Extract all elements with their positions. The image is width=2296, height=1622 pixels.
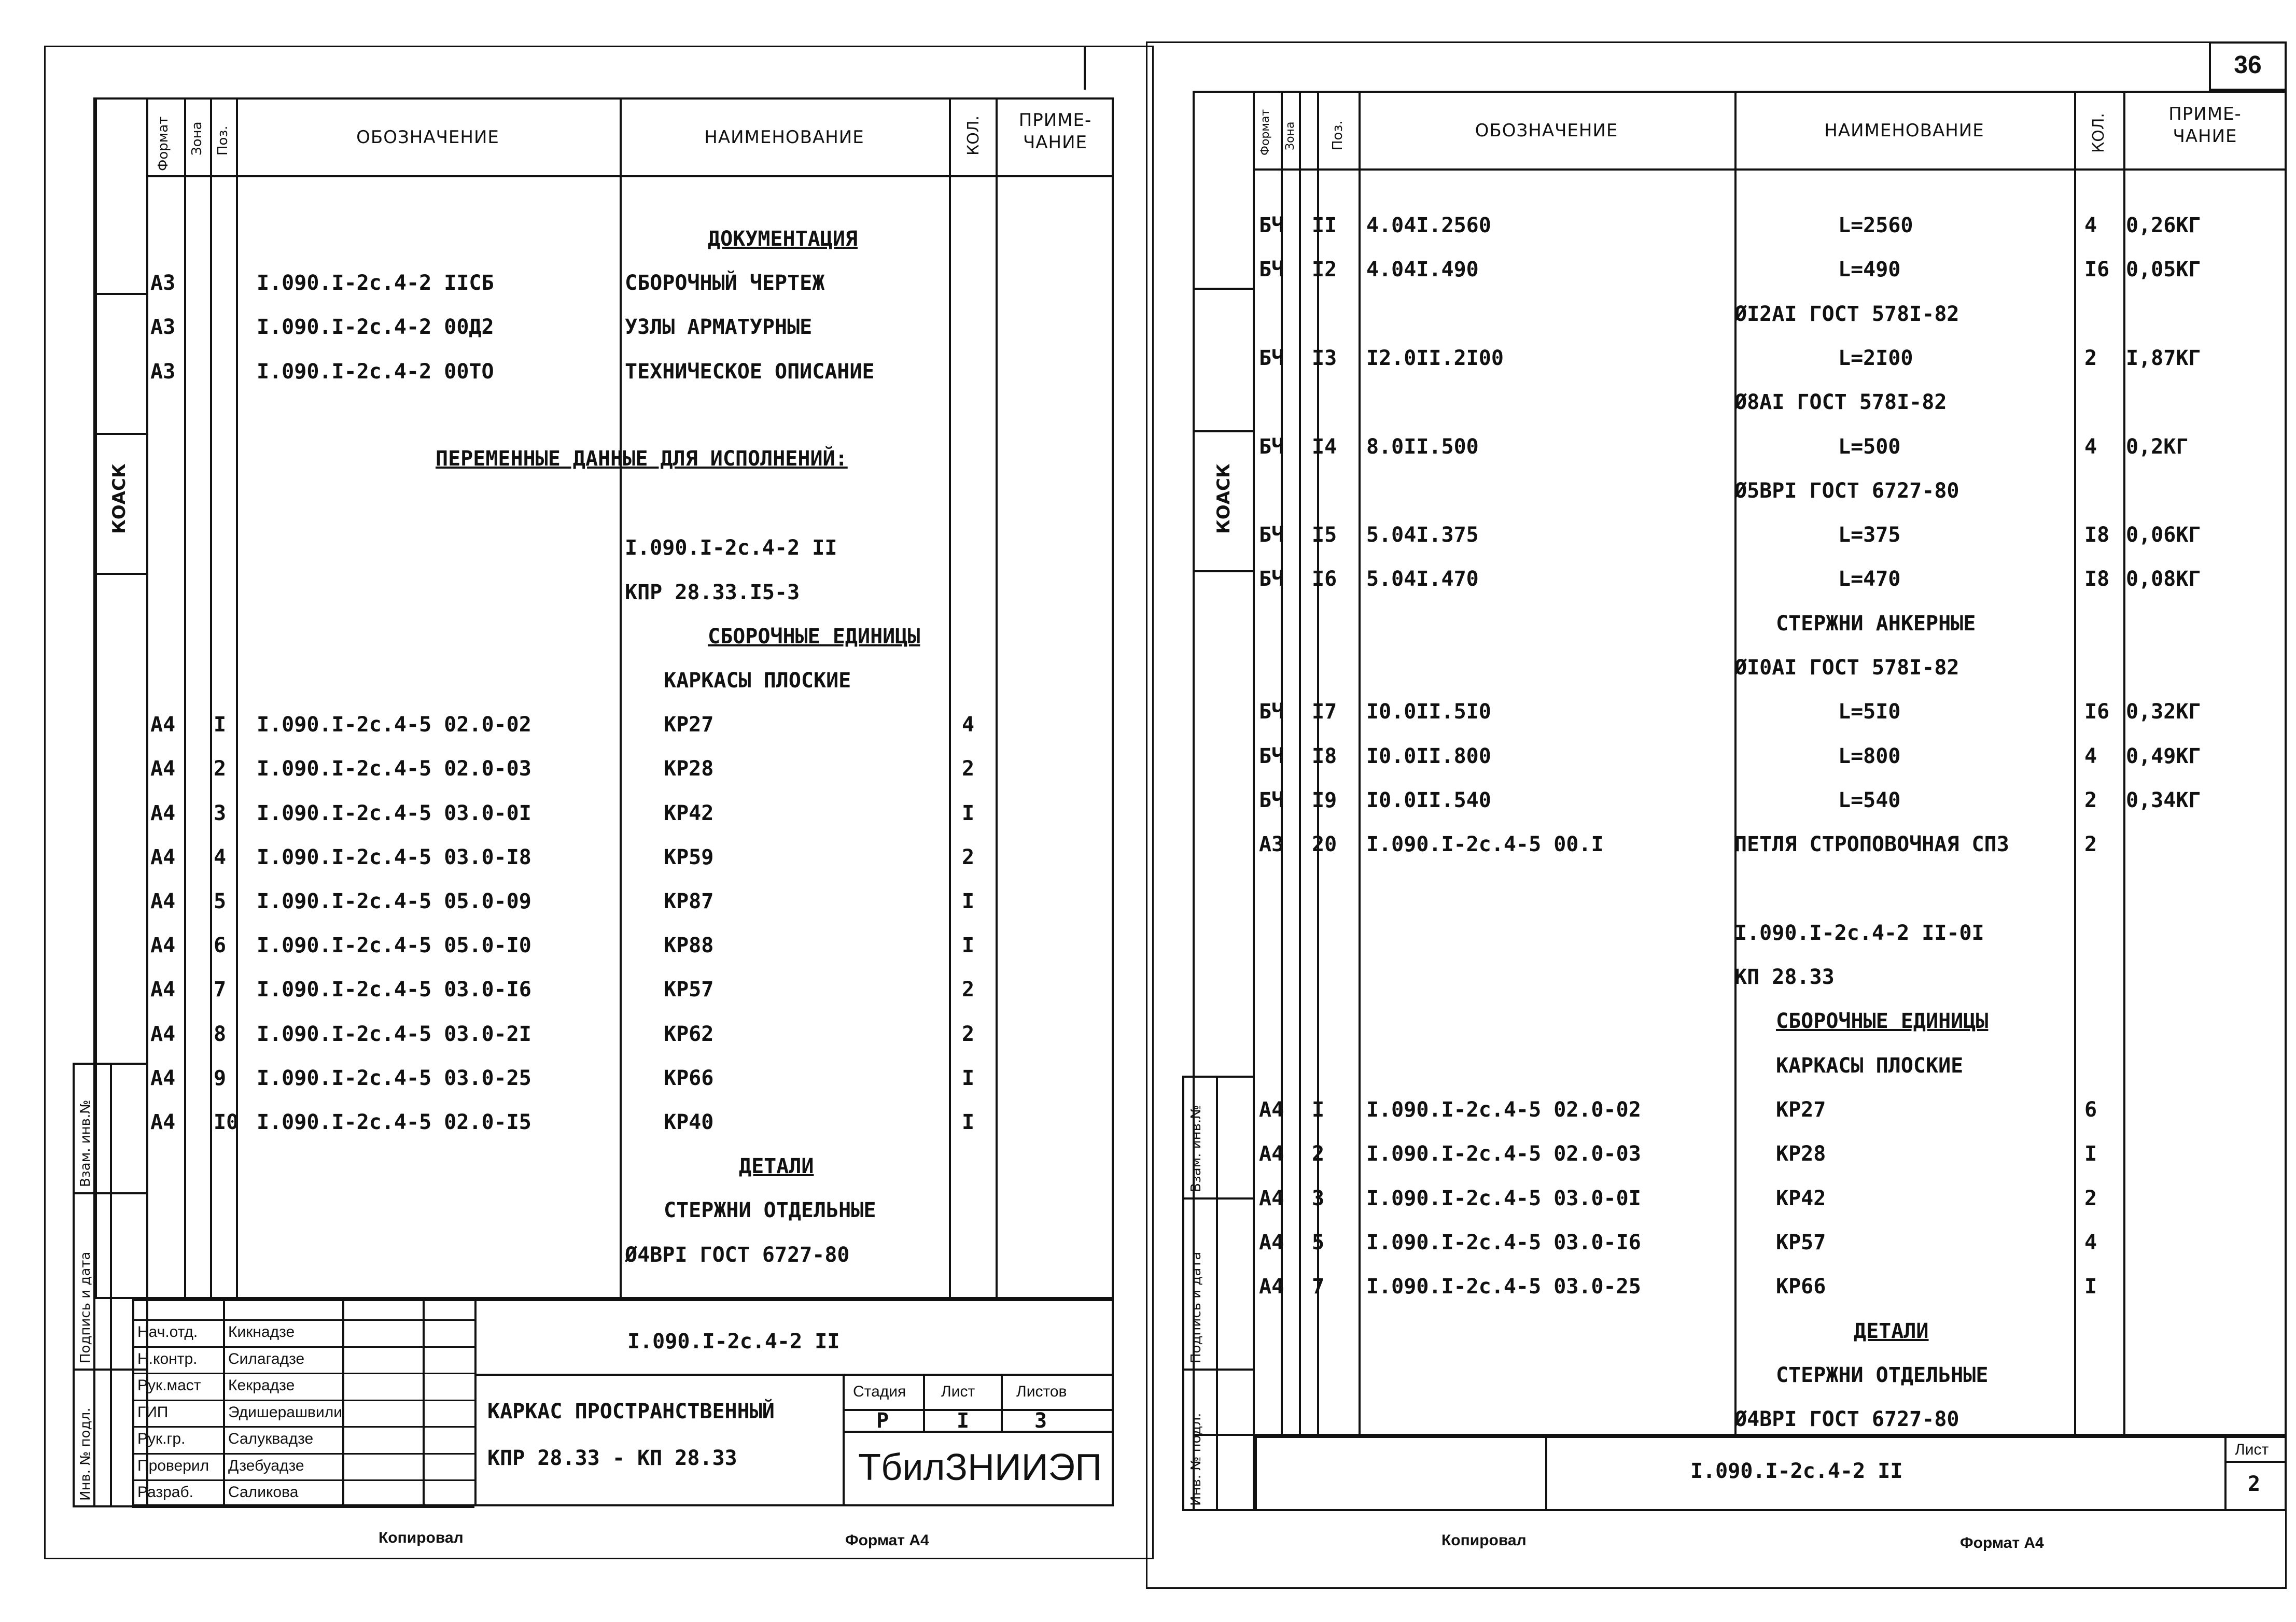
left-title-role-name: Дзебуадзе — [228, 1457, 304, 1474]
left-name-cell: ДЕТАЛИ — [739, 1154, 814, 1179]
left-format-cell: А4 — [150, 713, 176, 737]
right-footer-copied: Копировал — [1441, 1532, 1527, 1549]
right-hdr-note1: ПРИМЕ- — [2168, 104, 2242, 124]
right-name-cell: ПЕТЛЯ СТРОПОВОЧНАЯ СП3 — [1734, 833, 2009, 857]
left-title-role-divider — [132, 1373, 474, 1374]
left-quantity-cell: I — [962, 934, 975, 958]
right-format-cell: БЧ — [1259, 788, 1284, 812]
left-format-cell: А4 — [150, 757, 176, 781]
right-position-cell: I3 — [1312, 346, 1337, 370]
right-quantity-cell: I6 — [2084, 700, 2110, 724]
right-format-cell: БЧ — [1259, 258, 1284, 282]
left-format-cell: А4 — [150, 801, 176, 825]
right-designation-cell: I2.0II.2I00 — [1366, 346, 1504, 370]
right-name-cell: L=490 — [1838, 258, 1901, 282]
right-name-cell: СБОРОЧНЫЕ ЕДИНИЦЫ — [1776, 1009, 1989, 1034]
right-format-cell: А3 — [1259, 833, 1284, 857]
left-name-cell: КР66 — [664, 1066, 714, 1090]
left-org-name: ТбилЗНИИЭП — [858, 1447, 1102, 1488]
right-quantity-cell: I — [2084, 1275, 2097, 1299]
left-title-role-name: Кикнадзе — [228, 1323, 295, 1341]
left-stage-value: Р — [876, 1409, 889, 1433]
left-position-cell: 6 — [214, 934, 227, 958]
right-position-cell: I8 — [1312, 744, 1337, 768]
left-sheet-label: Лист — [941, 1383, 975, 1400]
left-hdr-pos: Поз. — [215, 125, 231, 156]
left-name-cell: КР40 — [664, 1110, 714, 1134]
left-name-cell: ДОКУМЕНТАЦИЯ — [708, 227, 858, 251]
right-hdr-format: Формат — [1259, 109, 1272, 156]
right-name-cell: КР42 — [1776, 1186, 1826, 1210]
right-note-cell: 0,34КГ — [2126, 788, 2201, 812]
left-name-cell: СБОРОЧНЫЕ ЕДИНИЦЫ — [708, 624, 920, 648]
right-name-cell: L=540 — [1838, 788, 1901, 812]
left-sheets-label: Листов — [1016, 1383, 1067, 1400]
left-designation-cell: I.090.I-2с.4-5 03.0-25 — [257, 1066, 531, 1090]
right-designation-cell: 4.04I.2560 — [1366, 214, 1491, 237]
left-designation-cell: I.090.I-2с.4-5 03.0-I6 — [257, 978, 531, 1002]
right-position-cell: 20 — [1312, 833, 1337, 857]
left-name-cell: Ø4ВРI ГОСТ 6727-80 — [625, 1243, 850, 1267]
left-hdr-qty: КОЛ. — [964, 115, 983, 156]
right-note-cell: 0,05КГ — [2126, 258, 2201, 282]
right-name-cell: L=500 — [1838, 434, 1901, 459]
left-title-role-divider — [132, 1426, 474, 1428]
right-name-cell: КР57 — [1776, 1230, 1826, 1254]
right-designation-cell: 5.04I.470 — [1366, 567, 1479, 591]
left-format-cell: А4 — [150, 934, 176, 958]
right-format-cell: БЧ — [1259, 700, 1284, 724]
left-title-role-name: Силагадзе — [228, 1350, 305, 1367]
left-format-cell: А4 — [150, 890, 176, 913]
left-title-line1: КАРКАС ПРОСТРАНСТВЕННЫЙ — [487, 1400, 775, 1423]
right-quantity-cell: I — [2084, 1142, 2097, 1166]
right-designation-cell: I0.0II.540 — [1366, 788, 1491, 812]
right-format-cell: А4 — [1259, 1275, 1284, 1299]
left-designation-cell: I.090.I-2с.4-2 IIСБ — [257, 271, 494, 295]
left-format-cell: А4 — [150, 1110, 176, 1134]
right-page-number: 36 — [2234, 51, 2262, 79]
left-stage-label: Стадия — [853, 1383, 906, 1400]
right-note-cell: 0,26КГ — [2126, 214, 2201, 237]
right-hdr-name: НАИМЕНОВАНИЕ — [1824, 120, 1984, 141]
right-name-cell: L=5I0 — [1838, 700, 1901, 724]
left-hdr-designation: ОБОЗНАЧЕНИЕ — [356, 127, 499, 148]
left-name-cell: УЗЛЫ АРМАТУРНЫЕ — [625, 315, 813, 340]
left-podp-label: Подпись и дата — [78, 1251, 93, 1363]
right-note-cell: 0,06КГ — [2126, 523, 2201, 547]
right-quantity-cell: 6 — [2084, 1098, 2097, 1122]
left-format-cell: А4 — [150, 978, 176, 1002]
right-quantity-cell: 2 — [2084, 346, 2097, 370]
right-quantity-cell: I6 — [2084, 258, 2110, 282]
left-inv-label: Инв. № подл. — [78, 1407, 93, 1501]
left-position-cell: I — [214, 713, 227, 737]
left-name-cell: СБОРОЧНЫЙ ЧЕРТЕЖ — [625, 271, 825, 295]
right-note-cell: 0,2КГ — [2126, 434, 2189, 459]
right-note-cell: 0,49КГ — [2126, 744, 2201, 768]
right-footer-format: Формат А4 — [1960, 1534, 2044, 1552]
right-name-cell: КР66 — [1776, 1275, 1826, 1299]
right-name-cell: Ø5ВРI ГОСТ 6727-80 — [1734, 478, 1959, 503]
right-quantity-cell: 2 — [2084, 788, 2097, 812]
left-name-cell: КАРКАСЫ ПЛОСКИЕ — [664, 669, 851, 693]
left-name-cell: КР62 — [664, 1022, 714, 1046]
right-quantity-cell: 4 — [2084, 434, 2097, 459]
left-designation-cell: I.090.I-2с.4-5 05.0-I0 — [257, 934, 531, 958]
right-position-cell: I4 — [1312, 434, 1337, 459]
right-name-cell: КП 28.33 — [1734, 965, 1835, 990]
left-designation-cell: I.090.I-2с.4-5 02.0-03 — [257, 757, 531, 781]
right-name-cell: КАРКАСЫ ПЛОСКИЕ — [1776, 1053, 1964, 1078]
left-quantity-cell: 4 — [962, 713, 975, 737]
right-position-cell: I — [1312, 1098, 1325, 1122]
left-designation-cell: I.090.I-2с.4-2 00ТО — [257, 359, 494, 384]
left-designation-cell: I.090.I-2с.4-5 05.0-09 — [257, 890, 531, 913]
right-position-cell: 7 — [1312, 1275, 1325, 1299]
left-title-role-divider — [132, 1506, 474, 1508]
right-quantity-cell: 4 — [2084, 1230, 2097, 1254]
left-name-cell: КР28 — [664, 757, 714, 781]
left-format-cell: А3 — [150, 359, 176, 384]
right-designation-cell: I.090.I-2с.4-5 03.0-0I — [1366, 1186, 1641, 1210]
left-quantity-cell: I — [962, 1110, 975, 1134]
right-format-cell: А4 — [1259, 1142, 1284, 1166]
left-hdr-name: НАИМЕНОВАНИЕ — [704, 127, 864, 148]
right-hdr-pos: Поз. — [1330, 120, 1346, 150]
right-position-cell: I7 — [1312, 700, 1337, 724]
right-name-cell: I.090.I-2с.4-2 II-0I — [1734, 921, 1984, 945]
right-quantity-cell: 4 — [2084, 744, 2097, 768]
right-hdr-designation: ОБОЗНАЧЕНИЕ — [1475, 120, 1618, 141]
left-name-cell: КР87 — [664, 890, 714, 913]
left-title-role-divider — [132, 1346, 474, 1348]
left-hdr-format: Формат — [156, 116, 171, 171]
left-title-role-divider — [132, 1453, 474, 1455]
right-podp-label: Подпись и дата — [1188, 1251, 1204, 1363]
left-format-cell: А4 — [150, 1022, 176, 1046]
left-title-role-name: Салуквадзе — [228, 1430, 314, 1447]
left-title-role-name: Саликова — [228, 1484, 299, 1501]
left-quantity-cell: 2 — [962, 1022, 975, 1046]
left-hdr-note1: ПРИМЕ- — [1018, 110, 1092, 131]
left-format-cell: А4 — [150, 845, 176, 869]
left-position-cell: 3 — [214, 801, 227, 825]
left-quantity-cell: 2 — [962, 978, 975, 1002]
right-designation-cell: I.090.I-2с.4-5 03.0-I6 — [1366, 1230, 1641, 1254]
left-table-frame — [95, 97, 1114, 1299]
left-designation-cell: I.090.I-2с.4-5 02.0-02 — [257, 713, 531, 737]
left-designation-cell: I.090.I-2с.4-5 02.0-I5 — [257, 1110, 531, 1134]
right-quantity-cell: 2 — [2084, 1186, 2097, 1210]
right-quantity-cell: I8 — [2084, 567, 2110, 591]
right-footer-sheet-label: Лист — [2235, 1441, 2269, 1458]
left-quantity-cell: 2 — [962, 757, 975, 781]
right-name-cell: L=375 — [1838, 523, 1901, 547]
right-name-cell: Ø4ВРI ГОСТ 6727-80 — [1734, 1407, 1959, 1432]
right-designation-cell: I.090.I-2с.4-5 00.I — [1366, 833, 1604, 857]
right-footer-sheet: 2 — [2248, 1472, 2261, 1496]
right-designation-cell: I.090.I-2с.4-5 02.0-02 — [1366, 1098, 1641, 1122]
left-hdr-note2: ЧАНИЕ — [1023, 132, 1088, 153]
right-hdr-note2: ЧАНИЕ — [2173, 126, 2237, 147]
left-koask-label: КОАСК — [109, 463, 130, 534]
right-footer-doc-code: I.090.I-2с.4-2 II — [1690, 1459, 1903, 1483]
left-format-cell: А3 — [150, 315, 176, 340]
right-name-cell: L=2560 — [1838, 214, 1913, 237]
left-position-cell: 8 — [214, 1022, 227, 1046]
right-name-cell: СТЕРЖНИ АНКЕРНЫЕ — [1776, 611, 1976, 636]
left-title-line2: КПР 28.33 - КП 28.33 — [487, 1446, 737, 1470]
right-name-cell: ДЕТАЛИ — [1854, 1319, 1929, 1343]
left-footer-format: Формат А4 — [845, 1532, 929, 1549]
right-hdr-qty: КОЛ. — [2090, 112, 2108, 153]
right-designation-cell: I0.0II.800 — [1366, 744, 1491, 768]
right-designation-cell: I.090.I-2с.4-5 03.0-25 — [1366, 1275, 1641, 1299]
right-position-cell: I5 — [1312, 523, 1337, 547]
right-position-cell: I9 — [1312, 788, 1337, 812]
right-note-cell: 0,08КГ — [2126, 567, 2201, 591]
right-designation-cell: I.090.I-2с.4-5 02.0-03 — [1366, 1142, 1641, 1166]
left-title-role: Рук.гр. — [137, 1430, 186, 1447]
left-position-cell: 7 — [214, 978, 227, 1002]
right-format-cell: А4 — [1259, 1230, 1284, 1254]
right-note-cell: 0,32КГ — [2126, 700, 2201, 724]
right-format-cell: А4 — [1259, 1098, 1284, 1122]
right-note-cell: I,87КГ — [2126, 346, 2201, 370]
left-name-cell: I.090.I-2с.4-2 II — [625, 536, 837, 560]
left-title-role: Н.контр. — [137, 1350, 198, 1367]
left-variable-data-heading: ПЕРЕМЕННЫЕ ДАННЫЕ ДЛЯ ИСПОЛНЕНИЙ: — [436, 447, 848, 471]
right-name-cell: ØI0АI ГОСТ 578I-82 — [1734, 656, 1959, 680]
left-designation-cell: I.090.I-2с.4-2 00Д2 — [257, 315, 494, 340]
left-title-role-name: Эдишерашвили — [228, 1403, 342, 1421]
left-title-role-name: Кекрадзе — [228, 1377, 295, 1394]
right-position-cell: 2 — [1312, 1142, 1325, 1166]
left-quantity-cell: I — [962, 1066, 975, 1090]
right-format-cell: БЧ — [1259, 214, 1284, 237]
left-title-role: Разраб. — [137, 1484, 194, 1501]
left-title-doc-code: I.090.I-2с.4-2 II — [627, 1330, 840, 1353]
left-vzam-label: Взам. инв.№ — [78, 1099, 93, 1187]
right-designation-cell: 8.0II.500 — [1366, 434, 1479, 459]
left-title-role-divider — [132, 1400, 474, 1401]
left-quantity-cell: I — [962, 801, 975, 825]
right-position-cell: I2 — [1312, 258, 1337, 282]
right-vzam-label: Взам. инв.№ — [1188, 1105, 1204, 1192]
right-name-cell: СТЕРЖНИ ОТДЕЛЬНЫЕ — [1776, 1363, 1989, 1387]
left-position-cell: 4 — [214, 845, 227, 869]
left-format-cell: А4 — [150, 1066, 176, 1090]
right-quantity-cell: I8 — [2084, 523, 2110, 547]
left-position-cell: 5 — [214, 890, 227, 913]
right-designation-cell: I0.0II.5I0 — [1366, 700, 1491, 724]
left-name-cell: КПР 28.33.I5-3 — [625, 580, 800, 604]
right-position-cell: 3 — [1312, 1186, 1325, 1210]
right-format-cell: БЧ — [1259, 434, 1284, 459]
right-format-cell: БЧ — [1259, 567, 1284, 591]
left-name-cell: ТЕХНИЧЕСКОЕ ОПИСАНИЕ — [625, 359, 875, 384]
left-title-role: Рук.маст — [137, 1377, 201, 1394]
right-designation-cell: 4.04I.490 — [1366, 258, 1479, 282]
right-name-cell: L=800 — [1838, 744, 1901, 768]
left-footer-copied: Копировал — [379, 1529, 464, 1546]
right-hdr-zone: Зона — [1284, 121, 1297, 150]
left-hdr-zone: Зона — [189, 121, 205, 156]
left-quantity-cell: I — [962, 890, 975, 913]
right-name-cell: КР28 — [1776, 1142, 1826, 1166]
right-name-cell: L=470 — [1838, 567, 1901, 591]
left-title-role-divider — [132, 1479, 474, 1481]
left-title-role: Нач.отд. — [137, 1323, 198, 1341]
left-name-cell: СТЕРЖНИ ОТДЕЛЬНЫЕ — [664, 1198, 876, 1223]
right-format-cell: БЧ — [1259, 744, 1284, 768]
right-format-cell: БЧ — [1259, 523, 1284, 547]
left-designation-cell: I.090.I-2с.4-5 03.0-I8 — [257, 845, 531, 869]
left-name-cell: КР59 — [664, 845, 714, 869]
right-quantity-cell: 2 — [2084, 833, 2097, 857]
right-name-cell: ØI2АI ГОСТ 578I-82 — [1734, 302, 1959, 326]
left-sheet-value: I — [957, 1409, 970, 1433]
left-position-cell: I0 — [214, 1110, 239, 1134]
right-format-cell: А4 — [1259, 1186, 1284, 1210]
left-title-role: Проверил — [137, 1457, 209, 1474]
left-position-cell: 2 — [214, 757, 227, 781]
right-position-cell: 5 — [1312, 1230, 1325, 1254]
left-name-cell: КР42 — [664, 801, 714, 825]
left-designation-cell: I.090.I-2с.4-5 03.0-2I — [257, 1022, 531, 1046]
left-name-cell: КР27 — [664, 713, 714, 737]
right-inv-label: Инв. № подл. — [1188, 1413, 1204, 1506]
right-table-frame — [1193, 91, 2287, 1436]
left-designation-cell: I.090.I-2с.4-5 03.0-0I — [257, 801, 531, 825]
right-format-cell: БЧ — [1259, 346, 1284, 370]
left-sheets-value: 3 — [1034, 1409, 1047, 1433]
right-position-cell: II — [1312, 214, 1337, 237]
left-name-cell: КР88 — [664, 934, 714, 958]
right-name-cell: L=2I00 — [1838, 346, 1913, 370]
left-position-cell: 9 — [214, 1066, 227, 1090]
right-quantity-cell: 4 — [2084, 214, 2097, 237]
left-quantity-cell: 2 — [962, 845, 975, 869]
right-name-cell: Ø8АI ГОСТ 578I-82 — [1734, 390, 1947, 415]
right-designation-cell: 5.04I.375 — [1366, 523, 1479, 547]
right-koask-label: КОАСК — [1213, 463, 1234, 534]
right-name-cell: КР27 — [1776, 1098, 1826, 1122]
left-title-role-divider — [132, 1319, 474, 1321]
left-title-role: ГИП — [137, 1403, 169, 1421]
left-name-cell: КР57 — [664, 978, 714, 1002]
left-format-cell: А3 — [150, 271, 176, 295]
right-position-cell: I6 — [1312, 567, 1337, 591]
